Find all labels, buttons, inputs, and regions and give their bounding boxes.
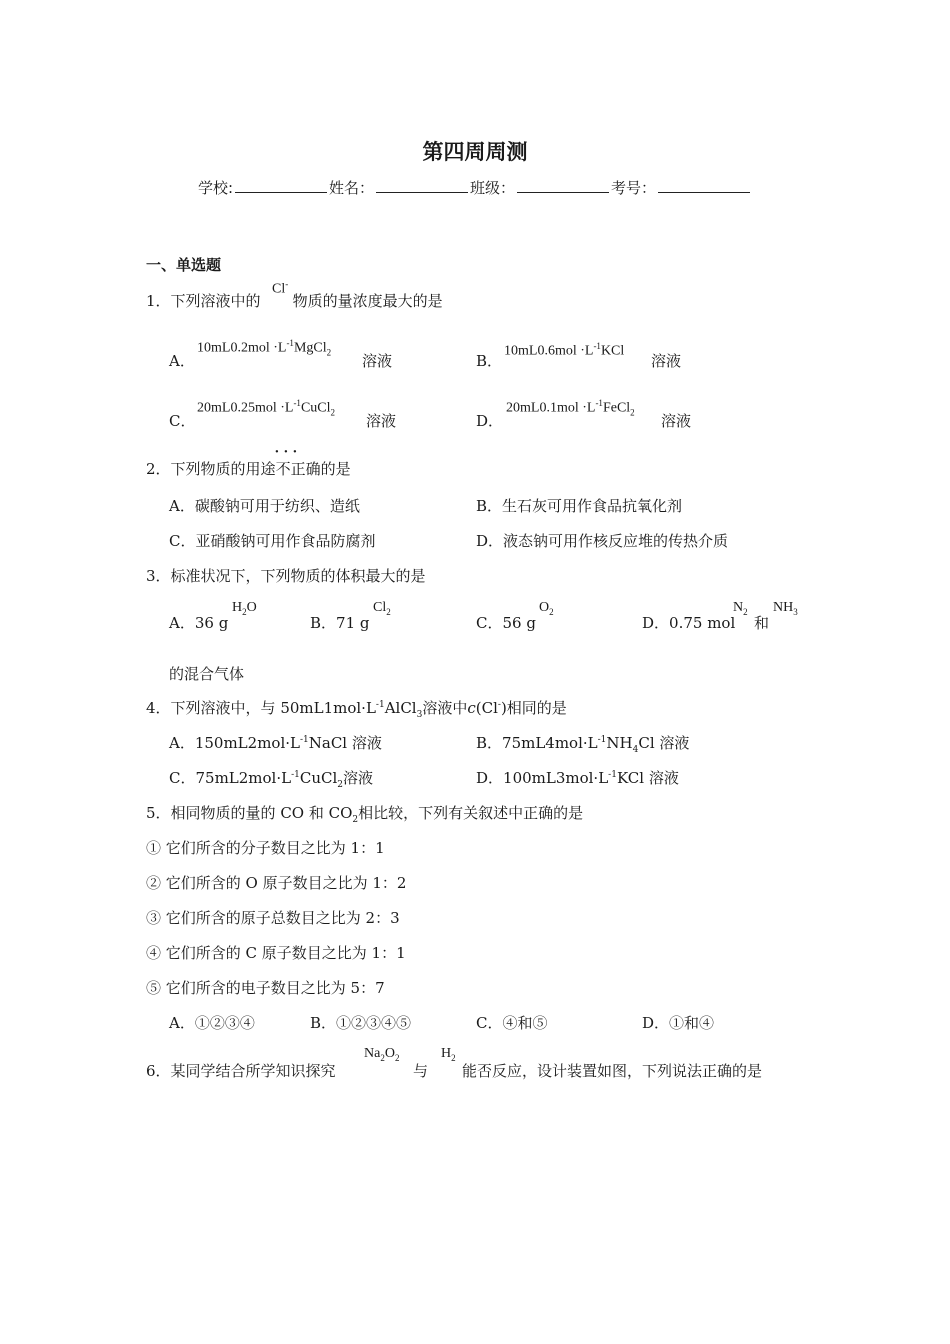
subscript: 3	[416, 710, 423, 720]
option-b[interactable]: B．71 g	[310, 614, 370, 632]
superscript: -1	[375, 700, 385, 710]
option-a[interactable]: A．碳酸钠可用于纺织、造纸	[169, 497, 360, 515]
name-blank[interactable]	[376, 178, 468, 193]
question-text: 相比较，下列有关叙述中正确的是	[358, 804, 584, 822]
school-blank[interactable]	[235, 178, 327, 193]
option-a[interactable]: A．	[169, 352, 195, 370]
option-a[interactable]: A．36 g	[169, 614, 229, 632]
option-d-formula-1: $N_2$	[733, 600, 748, 617]
question-2	[146, 458, 351, 479]
superscript: -	[497, 700, 501, 710]
option-c[interactable]: C．	[169, 412, 196, 430]
italic-c: c	[467, 699, 476, 717]
option-d[interactable]: D．	[476, 412, 504, 430]
option-c-formula: $O_2$	[539, 600, 554, 617]
option-a[interactable]: A．①②③④	[169, 1014, 255, 1032]
option-d-tail: 溶液	[661, 412, 692, 430]
option-a-tail: 溶液	[362, 352, 393, 370]
statement-item: ⑤ 它们所含的电子数目之比为 5：7	[146, 979, 385, 997]
id-blank[interactable]	[658, 178, 750, 193]
option-c-formula: $20mL0.25mol \cdot L^{-1}CuCl_2$	[197, 398, 336, 418]
subscript: 2	[352, 815, 359, 825]
question-1	[146, 290, 443, 311]
question-number: 5．	[146, 804, 171, 822]
option-d[interactable]: D．$100mL3mol\cdot L^{-1}KCl$ 溶液	[476, 769, 679, 787]
question-5	[146, 802, 583, 825]
option-c-tail: 溶液	[366, 412, 397, 430]
question-text: 相同物质的量的 CO 和 CO	[170, 804, 353, 822]
option-b[interactable]: B．生石灰可用作食品抗氧化剂	[476, 497, 683, 515]
option-d[interactable]: D．液态钠可用作核反应堆的传热介质	[476, 532, 729, 550]
option-a-formula: $H_2O$	[232, 600, 257, 617]
question-number: 4．	[146, 699, 171, 717]
question-text: 物质的量浓度最大的是	[292, 292, 443, 310]
question-text: 标准状况下，下列物质的体积最大的是	[170, 567, 426, 585]
question-text: 某同学结合所学知识探究	[170, 1062, 336, 1080]
option-c[interactable]: C．56 g	[476, 614, 536, 632]
option-b[interactable]: B．$75mL4mol\cdot L^{-1}NH_4Cl$ 溶液	[476, 734, 690, 755]
school-label: 学校:	[197, 179, 233, 197]
question-text: )相同的是	[500, 699, 567, 717]
question-text: 下列溶液中的	[170, 292, 261, 310]
option-d-and: 和	[754, 614, 770, 632]
option-d-formula: $20mL0.1mol \cdot L^{-1}FeCl_2$	[506, 398, 635, 418]
question-4	[146, 697, 567, 720]
option-a[interactable]: A．$150mL2mol\cdot L^{-1}NaCl$ 溶液	[169, 734, 382, 752]
question-number: 3．	[146, 567, 171, 585]
question-text: 下列物质的用途	[170, 460, 276, 478]
question-text: 能否反应，设计装置如图，下列说法正确的是	[462, 1062, 763, 1080]
option-b[interactable]: B．	[476, 352, 503, 370]
question-text: 的是	[320, 460, 351, 478]
option-a-formula: $10mL0.2mol \cdot L^{-1}MgCl_2$	[197, 338, 332, 358]
statement-item: ④ 它们所含的 C 原子数目之比为 1：1	[146, 944, 406, 962]
option-b-tail: 溶液	[651, 352, 682, 370]
chem-formula-h2: $H_2$	[441, 1046, 456, 1063]
option-d[interactable]: D．0.75 mol	[642, 614, 736, 632]
option-c[interactable]: C．亚硝酸钠可用作食品防腐剂	[169, 532, 376, 550]
connector-text: 与	[413, 1062, 429, 1080]
page-title: 第四周周测	[422, 140, 528, 164]
question-text: 溶液中	[422, 699, 468, 717]
option-b[interactable]: B．①②③④⑤	[310, 1014, 412, 1032]
question-number: 6．	[146, 1062, 171, 1080]
class-blank[interactable]	[517, 178, 609, 193]
chem-formula: Cl-	[272, 279, 289, 297]
option-d-formula-2: $NH_3$	[773, 600, 798, 617]
option-b-formula: $10mL0.6mol \cdot L^{-1}KCl$	[504, 341, 625, 359]
option-d[interactable]: D．①和④	[642, 1014, 715, 1032]
option-d-tail: 的混合气体	[169, 665, 245, 683]
question-text: (Cl	[475, 699, 498, 717]
question-number: 1．	[146, 292, 171, 310]
statement-item: ③ 它们所含的原子总数目之比为 2：3	[146, 909, 400, 927]
question-text: 下列溶液中，与 50mL1mol·L	[170, 699, 376, 717]
name-label: 姓名：	[329, 179, 375, 197]
emphasis-text: · · · 不正确	[276, 460, 321, 478]
option-b-formula: $Cl_2$	[373, 600, 391, 617]
student-info-line	[0, 177, 950, 198]
chem-formula-na2o2: $Na_2O_2$	[364, 1046, 400, 1063]
question-6	[146, 1060, 336, 1081]
statement-item: ① 它们所含的分子数目之比为 1：1	[146, 839, 385, 857]
section-heading: 一、单选题	[146, 256, 222, 274]
option-c[interactable]: C．④和⑤	[476, 1014, 548, 1032]
question-3	[146, 565, 426, 586]
option-c[interactable]: C．$75mL2mol\cdot L^{-1}CuCl_2$溶液	[169, 769, 374, 790]
question-number: 2．	[146, 460, 171, 478]
question-text: AlCl	[384, 699, 417, 717]
statement-item: ② 它们所含的 O 原子数目之比为 1：2	[146, 874, 407, 892]
class-label: 班级：	[470, 179, 516, 197]
id-label: 考号：	[611, 179, 657, 197]
